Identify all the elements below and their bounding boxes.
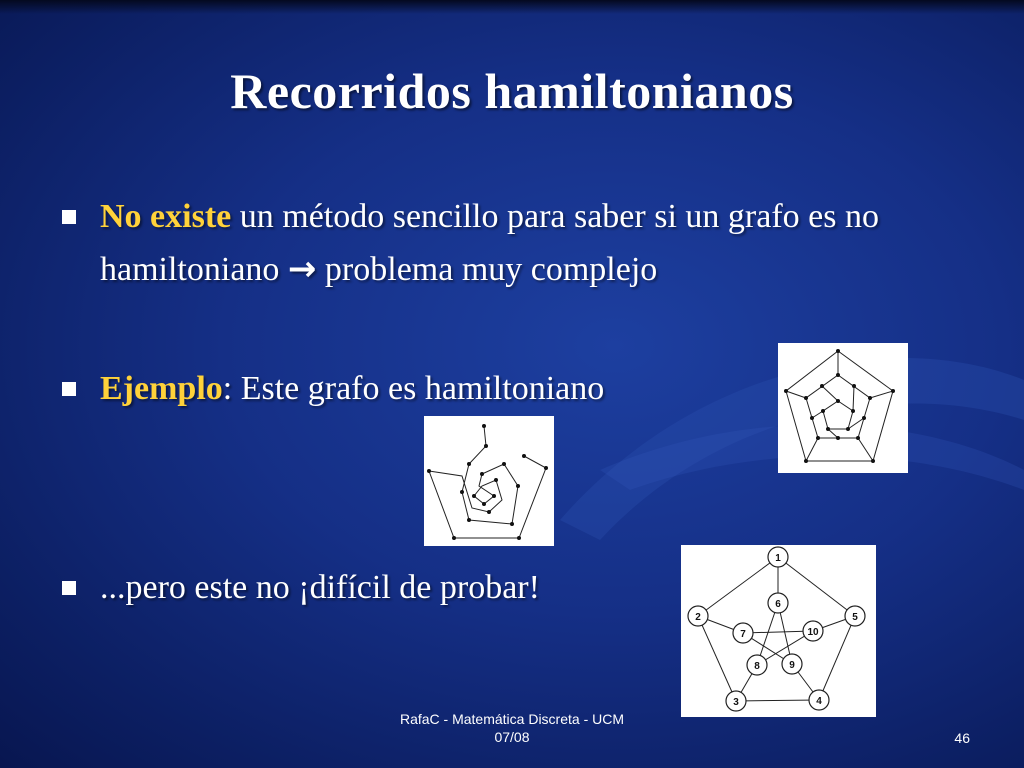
petersen-node-label: 1 (775, 553, 781, 564)
bullet-text (100, 190, 942, 296)
bullet-body: un método sencillo para saber si un grafo es no hamiltoniano (100, 198, 879, 288)
petersen-node-label: 5 (852, 612, 858, 623)
petersen-node-label: 3 (733, 697, 739, 708)
petersen-node-label: 4 (816, 696, 822, 707)
slide-footer (362, 710, 662, 746)
footer-year: 07/08 (494, 729, 530, 745)
hamiltonian-path-figure (424, 416, 554, 546)
dodecahedron-graph-figure (778, 343, 908, 473)
petersen-node-label: 6 (775, 599, 781, 610)
petersen-node-label: 9 (789, 660, 795, 671)
petersen-node-label: 7 (740, 629, 746, 640)
bullet-body: : Este grafo es hamiltoniano (222, 370, 605, 407)
bullet-highlight: Ejemplo (100, 370, 223, 407)
bullet-square-icon (62, 581, 76, 595)
bullet-highlight: No existe (100, 198, 232, 235)
hamiltonian-path-graph (424, 416, 554, 546)
petersen-node-label: 2 (695, 612, 701, 623)
bullet-square-icon (62, 210, 76, 224)
footer-course: RafaC - Matemática Discreta - UCM (399, 711, 625, 727)
bullet-pero-este-no (62, 561, 702, 615)
page-number: 46 (954, 730, 970, 746)
slide-title: Recorridos hamiltonianos (230, 63, 794, 119)
bullet-ejemplo (62, 362, 762, 416)
petersen-node-label: 8 (754, 661, 760, 672)
bullet-text: ...pero este no ¡difícil de probar! (100, 569, 540, 606)
petersen-graph-figure (681, 545, 876, 717)
bullet-square-icon (62, 382, 76, 396)
bullet-text (100, 362, 604, 415)
right-arrow-icon: → (287, 249, 317, 289)
bullet-body-continuation: problema muy complejo (316, 251, 658, 288)
dodecahedron-graph (778, 343, 908, 473)
petersen-node-label: 10 (807, 627, 819, 638)
petersen-graph (681, 545, 876, 717)
bullet-no-existe (62, 190, 942, 350)
top-band (0, 0, 1024, 14)
